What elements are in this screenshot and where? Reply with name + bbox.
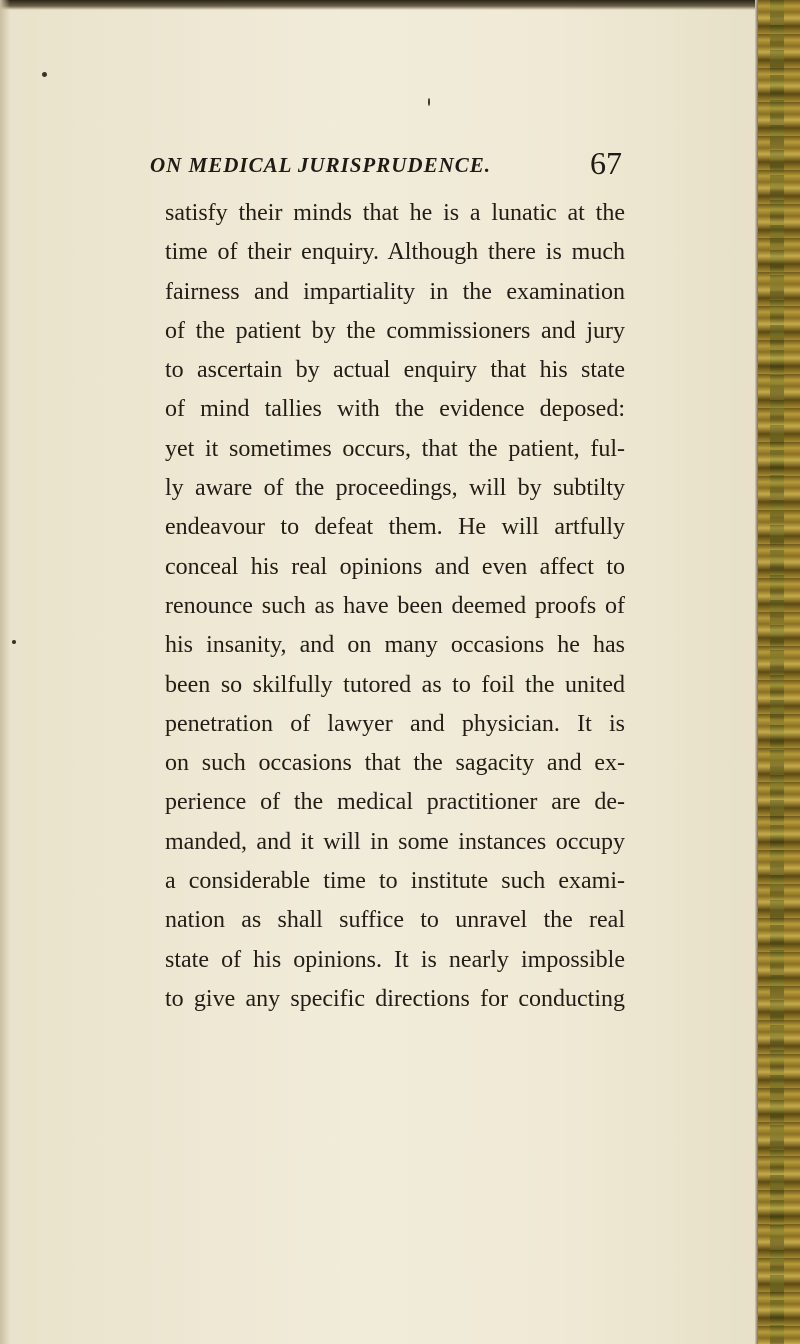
- text-line: yet it sometimes occurs, that the patient, ful-: [165, 435, 625, 462]
- paper-speck: [428, 98, 430, 106]
- paper-speck: [42, 72, 47, 77]
- text-line: to ascertain by actual enquiry that his state: [165, 357, 625, 384]
- text-line: ly aware of the proceedings, will by subtilty: [165, 475, 625, 502]
- book-fore-edge-texture: [770, 0, 784, 1344]
- text-line: to give any specific directions for conducting: [165, 985, 625, 1012]
- text-line: perience of the medical practitioner are de-: [165, 789, 625, 816]
- text-line: manded, and it will in some instances occupy: [165, 828, 625, 855]
- page-number: 67: [590, 145, 622, 181]
- text-line: nation as shall suffice to unravel the real: [165, 907, 625, 934]
- text-line: renounce such as have been deemed proofs of: [165, 592, 625, 619]
- text-line: conceal his real opinions and even affect to: [165, 553, 625, 580]
- text-line: endeavour to defeat them. He will artfully: [165, 514, 625, 541]
- text-line: satisfy their minds that he is a lunatic at the: [165, 200, 625, 226]
- text-line: state of his opinions. It is nearly impossible: [165, 946, 625, 973]
- text-line: been so skilfully tutored as to foil the united: [165, 671, 625, 698]
- paper-speck: [12, 640, 16, 644]
- text-line: time of their enquiry. Although there is much: [165, 239, 625, 266]
- text-line: his insanity, and on many occasions he has: [165, 632, 625, 659]
- page-top-edge: [0, 0, 800, 10]
- page-gutter-shadow: [0, 0, 10, 1344]
- text-line: on such occasions that the sagacity and ex-: [165, 750, 625, 777]
- text-line: penetration of lawyer and physician. It is: [165, 710, 625, 737]
- running-title: ON MEDICAL JURISPRUDENCE.: [150, 153, 492, 177]
- body-text: [165, 194, 625, 1019]
- text-line: of mind tallies with the evidence deposed:: [165, 396, 625, 423]
- text-line: fairness and impartiality in the examination: [165, 278, 625, 305]
- text-line: a considerable time to institute such exami-: [165, 868, 625, 895]
- running-head: [150, 145, 700, 185]
- text-line: of the patient by the commissioners and jury: [165, 317, 625, 344]
